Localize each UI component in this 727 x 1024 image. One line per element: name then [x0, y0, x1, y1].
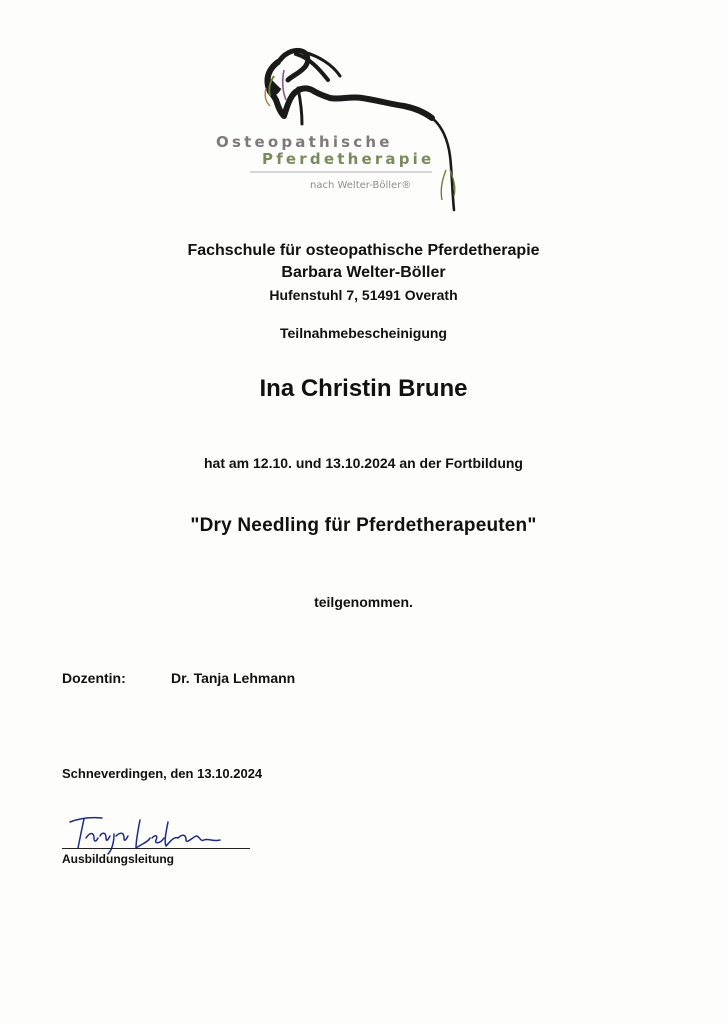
school-name: Fachschule für osteopathische Pferdetherapie [187, 242, 540, 259]
logo-text-pferdetherapie: Pferdetherapie [262, 150, 435, 168]
horse-logo-icon [200, 40, 470, 220]
certificate-title: Teilnahmebescheinigung [280, 325, 447, 341]
place-date: Schneverdingen, den 13.10.2024 [62, 766, 263, 781]
lecturer-label: Dozentin: [62, 670, 126, 686]
signature-line [62, 848, 250, 849]
logo-text-osteopathische: Osteopathische [216, 133, 393, 151]
signature-caption: Ausbildungsleitung [62, 852, 174, 866]
attendance-text: hat am 12.10. und 13.10.2024 an der Fortbildung [204, 455, 523, 471]
handwritten-signature [58, 808, 228, 858]
participant-name: Ina Christin Brune [259, 375, 468, 402]
logo-subline: nach Welter-Böller® [310, 180, 412, 191]
course-title: "Dry Needling für Pferdetherapeuten" [190, 515, 537, 536]
lecturer-name: Dr. Tanja Lehmann [171, 670, 296, 686]
school-address: Hufenstuhl 7, 51491 Overath [269, 287, 458, 303]
owner-name: Barbara Welter-Böller [281, 264, 446, 281]
completed-text: teilgenommen. [314, 594, 413, 610]
